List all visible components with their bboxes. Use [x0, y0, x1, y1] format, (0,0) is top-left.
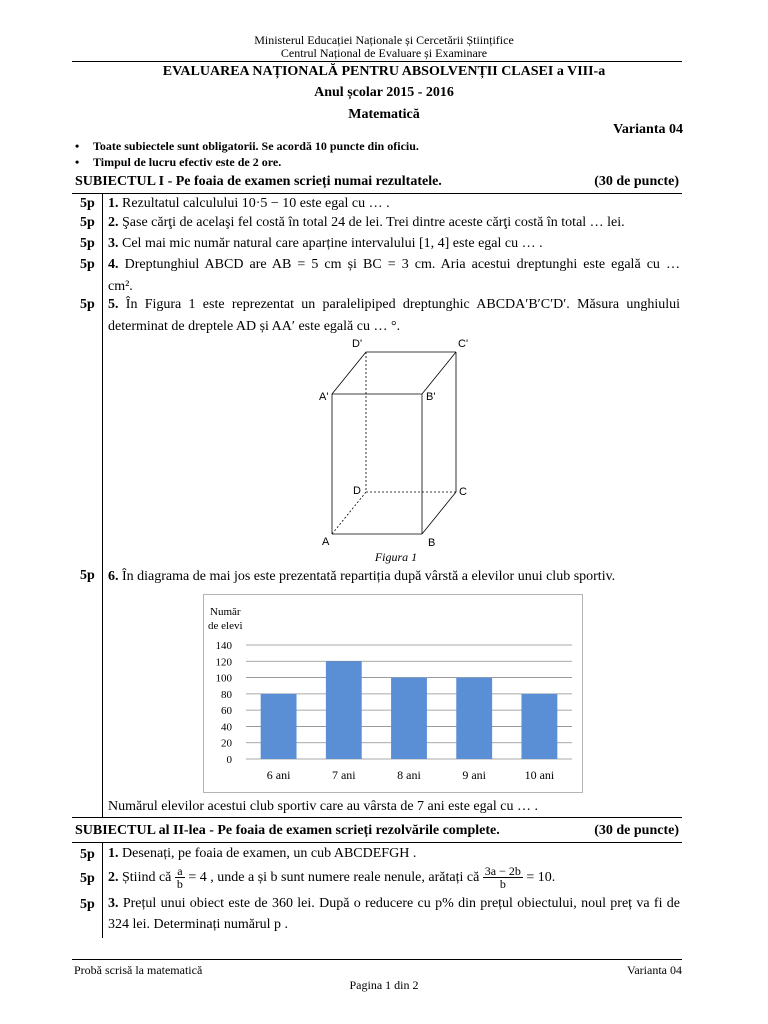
age-distribution-chart	[203, 594, 583, 793]
fraction-a-over-b: $\frac{a}{b}$	[176, 864, 183, 892]
section1-title: SUBIECTUL I - Pe foaia de examen scrieți numai rezultatele.	[75, 174, 442, 189]
x-tick-label: 6 ani	[266, 768, 291, 782]
y-tick-label: 140	[215, 640, 232, 652]
q5-points: 5p	[80, 297, 95, 312]
s1-q6-question: Numărul elevilor acestui club sportiv care au vârsta de 7 ani este egal cu … .	[108, 799, 538, 814]
s2-q3-points: 5p	[80, 897, 95, 912]
footer-left: Probă scrisă la matematică	[74, 963, 203, 977]
y-axis-label-line1: Număr	[210, 606, 241, 618]
header-divider	[72, 61, 682, 62]
s1-q4-cont: cm².	[108, 279, 133, 294]
y-tick-label: 100	[215, 672, 232, 685]
school-year: Anul școlar 2015 - 2016	[314, 85, 454, 100]
label-B: B	[428, 537, 436, 549]
subject-title: Matematică	[348, 107, 420, 122]
exam-title: EVALUAREA NAȚIONALĂ PENTRU ABSOLVENȚII CLASEI a VIII-a	[162, 64, 606, 79]
section2-column-rule	[102, 842, 103, 938]
s1-q2: 2. Şase cărţi de acelaşi fel costă în total 24 de lei. Trei dintre aceste cărţi costă în total … lei.	[108, 215, 625, 230]
edge-BpCp	[422, 352, 456, 394]
bar-7-ani	[326, 661, 362, 759]
q3-points: 5p	[80, 236, 95, 251]
figure-1-prism	[300, 334, 490, 564]
s1-q3: 3. Cel mai mic număr natural care aparține intervalului [1, 4] este egal cu … .	[108, 236, 543, 251]
label-Ap: A'	[319, 391, 329, 403]
edge-ApDp	[332, 352, 366, 394]
section2-points: (30 de puncte)	[594, 823, 679, 838]
x-tick-label: 8 ani	[397, 768, 421, 782]
section2-title: SUBIECTUL al II-lea - Pe foaia de examen scrieți rezolvările complete.	[75, 823, 500, 838]
fraction-3a-2b-over-b: $\frac{3a - 2b}{b}$	[484, 864, 521, 892]
y-axis-label-line2: de elevi	[208, 620, 243, 632]
y-tick-label: 60	[221, 705, 232, 718]
y-tick-label: 120	[215, 656, 232, 669]
q2-points: 5p	[80, 215, 95, 230]
label-A: A	[322, 536, 330, 548]
s2-q2: 2. Știind că $\frac{a}{b}$ = 4 , unde a și b sunt numere reale nenule, arătați că $\frac{3a - 2b}{b}$ = 10.	[108, 864, 556, 892]
bar-9-ani	[456, 678, 492, 759]
footer-right: Varianta 04	[627, 963, 682, 977]
s2-q3: 3. Prețul unui obiect este de 360 lei. După o reducere cu p% din prețul obiectului, noul preț va fi de	[108, 896, 681, 911]
s2-q2-points: 5p	[80, 871, 95, 886]
y-tick-label: 20	[221, 737, 232, 750]
section1-points: (30 de puncte)	[594, 174, 679, 189]
s2-q1-points: 5p	[80, 847, 95, 862]
y-tick-label: 80	[221, 688, 232, 701]
s2-q3-cont: 324 lei. Determinați numărul p .	[108, 917, 289, 932]
figure-1-caption: Figura 1	[374, 550, 418, 564]
bar-6-ani	[261, 694, 297, 759]
bar-10-ani	[521, 694, 557, 759]
label-C: C	[459, 486, 467, 498]
edge-AD	[332, 492, 366, 534]
label-Cp: C'	[458, 338, 469, 350]
label-Dp: D'	[352, 338, 363, 350]
instruction-1: • Toate subiectele sunt obligatorii. Se acordă 10 puncte din oficiu.	[75, 139, 419, 153]
bar-8-ani	[391, 678, 427, 759]
s1-q1: 1. Rezultatul calculului 10·5 − 10 este egal cu … .	[108, 196, 390, 211]
x-tick-label: 9 ani	[462, 768, 487, 782]
q4-points: 5p	[80, 257, 95, 272]
y-tick-label: 40	[221, 721, 232, 734]
ministry-name: Ministerul Educației Naționale și Cercetării Științifice	[254, 33, 514, 47]
x-tick-label: 10 ani	[524, 768, 555, 782]
label-D: D	[353, 485, 361, 497]
s1-q6: 6. În diagrama de mai jos este prezentată repartiția după vârstă a elevilor unui club sportiv.	[108, 569, 616, 584]
instruction-2: • Timpul de lucru efectiv este de 2 ore.	[75, 155, 282, 169]
page-number: Pagina 1 din 2	[349, 978, 419, 992]
s2-q1: 1. Desenați, pe foaia de examen, un cub ABCDEFGH .	[108, 846, 417, 861]
s1-q5-cont: determinat de dreptele AD și AA′ este egală cu … °.	[108, 319, 401, 334]
section1-column-rule	[102, 193, 103, 817]
label-Bp: B'	[426, 391, 436, 403]
q1-points: 5p	[80, 196, 95, 211]
x-tick-label: 7 ani	[331, 768, 356, 782]
y-tick-label: 0	[226, 754, 232, 766]
edge-BC	[422, 492, 456, 534]
s1-q5: 5. În Figura 1 este reprezentat un paralelipiped dreptunghic ABCDA′B′C′D′. Măsura unghiului	[108, 297, 681, 312]
variant-label: Varianta 04	[613, 122, 683, 137]
q6-points: 5p	[80, 568, 95, 583]
footer-rule	[72, 959, 682, 960]
s1-q4: 4. Dreptunghiul ABCD are AB = 5 cm și BC = 3 cm. Aria acestui dreptunghi este egală cu …	[108, 257, 681, 272]
evaluation-center: Centrul Național de Evaluare și Examinare	[280, 46, 488, 60]
chart-svg	[204, 595, 582, 792]
